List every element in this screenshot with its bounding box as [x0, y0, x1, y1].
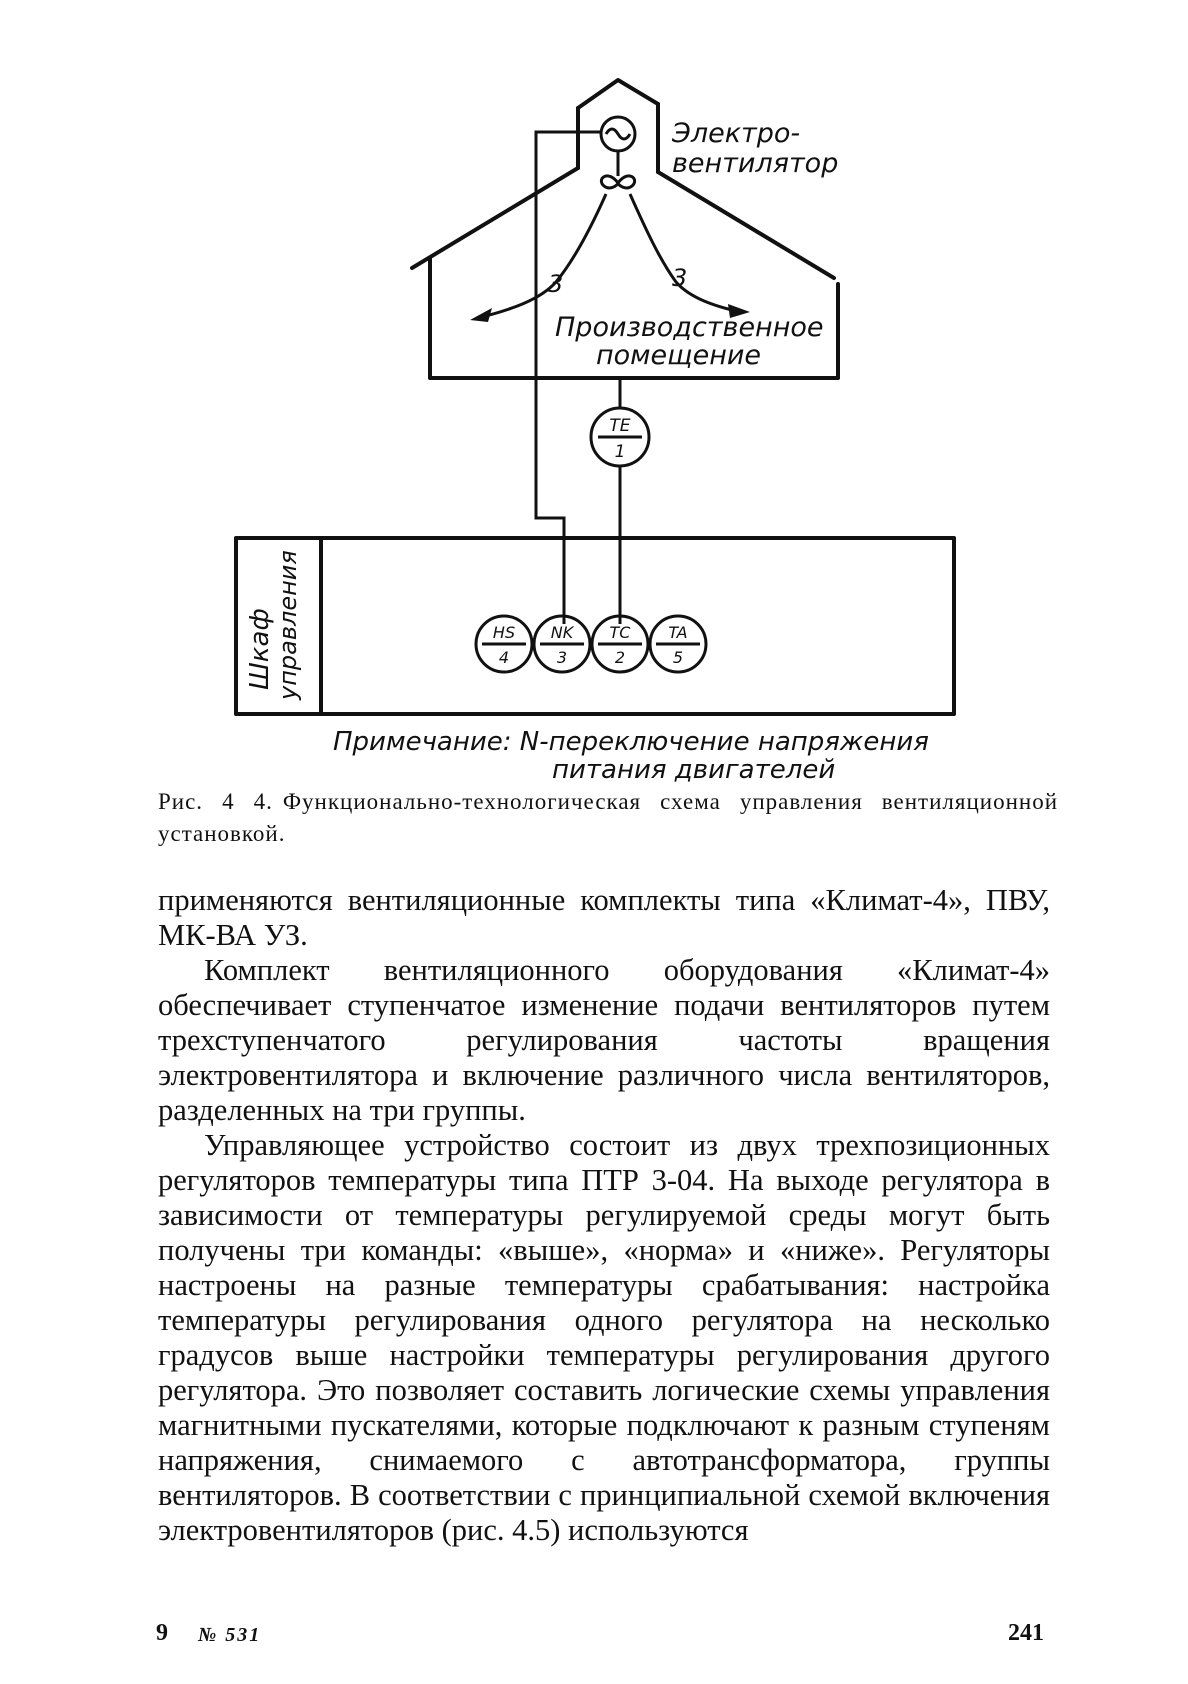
sensor-number: 1 [614, 442, 626, 462]
paragraph-2: Комплект вентиляционного оборудования «Климат-4» обеспечивает ступенчатое изменение подачи вентиляторов путем трехступенчатого регулирования частоты вращения электровентилятора и включение различного числа вентиляторов, разделенных на три группы. [158, 953, 1050, 1127]
airflow-arrow-left [478, 194, 606, 318]
instrument-ta-code: TA [668, 623, 688, 642]
sensor-code: TE [609, 416, 631, 436]
note-line2: питания двигателей [552, 755, 836, 785]
cabinet-label-line2: управления [274, 550, 302, 700]
cabinet-label-line1: Шкаф [245, 608, 275, 690]
building-roof-left [578, 80, 658, 108]
flow-label-right: 3 [672, 264, 688, 292]
instrument-hs-number: 4 [498, 648, 510, 667]
fan-blades-icon [601, 176, 634, 188]
instrument-hs-code: HS [492, 623, 516, 642]
page-footer [0, 1620, 1188, 1660]
fan-label-line1: Электро- [672, 118, 801, 149]
building-outline-right [658, 172, 834, 278]
signature-mark: 9 [156, 1620, 168, 1646]
instrument-tc-code: TC [609, 623, 631, 642]
page-number: 241 [1008, 1620, 1044, 1646]
paragraph-3: Управляющее устройство состоит из двух трехпозиционных регуляторов температуры типа ПТР 3-04. На выходе регулятора в зависимости от температуры регулируемой среды могут быть получены три команды: «выше», «норма» и «ниже». Регуляторы настроены на разные температуры срабатывания: настройка температуры регулирования одного регулятора на несколько градусов выше настройки температуры регулирования другого регулятора. Это позволяет составить логические схемы управления магнитными пускателями, которые подключают к разным ступеням напряжения, снимаемого с автотрансформатора, группы вентиляторов. В соответствии с принципиальной схемой включения электровентиляторов (рис. 4.5) используются [158, 1128, 1050, 1547]
figure-caption-number: Рис. 4 4. [158, 789, 273, 814]
room-label-line2: помещение [596, 340, 762, 371]
instrument-tc-number: 2 [614, 648, 626, 667]
instrument-nk-number: 3 [556, 648, 568, 667]
print-order-number: № 531 [198, 1624, 262, 1646]
building-outline-left [412, 168, 578, 268]
instrument-ta-number: 5 [672, 648, 684, 667]
instrument-nk-code: NK [550, 623, 574, 642]
cabinet-outline [236, 538, 954, 714]
figure-caption [158, 786, 1058, 850]
body-text [158, 883, 1050, 1548]
room-label-line1: Производственное [555, 312, 824, 343]
note-line1: Примечание: N-переключение напряжения [333, 727, 929, 757]
ventilation-control-diagram [0, 0, 1188, 820]
paragraph-1: применяются вентиляционные комплекты типа «Климат-4», ПВУ, МК-ВА УЗ. [158, 883, 1050, 952]
figure-caption-text: Функционально-технологическая схема управления вентиляционной установкой. [158, 789, 1058, 846]
airflow-arrowhead-left [470, 308, 492, 322]
flow-label-left: 3 [548, 270, 564, 298]
ac-sine-icon [606, 129, 630, 139]
fan-label-line2: вентилятор [672, 148, 839, 179]
